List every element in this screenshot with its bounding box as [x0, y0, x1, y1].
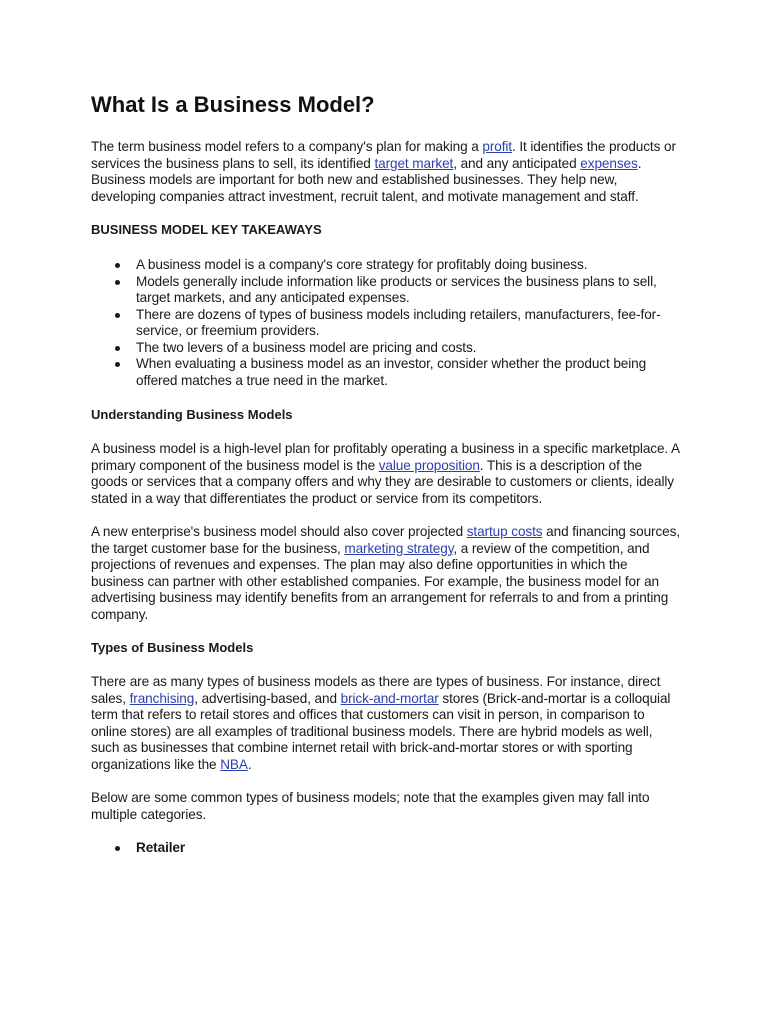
page-title: What Is a Business Model? — [91, 92, 375, 117]
link-expenses[interactable]: expenses — [580, 155, 638, 171]
text: There are as many types of business models as there are types of business. For instance, direct sales, — [91, 674, 661, 706]
text: , a review of the competition, and projections of revenues and expenses. The plan may also define opportunities in which the business can partner with other established companies. For example, the business model for an advertising business may identify benefits from an arrangement for referrals to and from a printing company. — [91, 540, 669, 622]
link-nba[interactable]: NBA — [220, 756, 248, 772]
text: . — [247, 756, 252, 772]
text: stores (Brick-and-mortar is a colloquial term that refers to retail stores and offices that customers can visit in person, in comparison to online stores) are all examples of traditional business models. There are hybrid models as well, such as businesses that combine internet retail with brick-and-mortar stores or with sporting organizations like the — [91, 690, 671, 772]
type-item-retailer: Retailer — [91, 840, 681, 857]
types-paragraph-2: Below are some common types of business models; note that the examples given may fall into multiple categories. — [91, 790, 650, 822]
types-list — [91, 840, 681, 857]
text: A business model is a high-level plan for profitably operating a business in a specific marketplace. A primary component of the business model is the — [91, 441, 680, 473]
intro-text-2: . It identifies the products or services the business plans to sell, its identified — [91, 139, 676, 171]
link-brick-and-mortar[interactable]: brick-and-mortar — [340, 690, 439, 706]
takeaway-item: A business model is a company's core strategy for profitably doing business. — [91, 257, 681, 274]
takeaway-item: When evaluating a business model as an investor, consider whether the product being offered matches a true need in the market. — [91, 356, 681, 389]
link-franchising[interactable]: franchising — [129, 690, 195, 706]
intro-text-3: , and any anticipated — [453, 155, 581, 171]
link-profit[interactable]: profit — [482, 139, 512, 154]
link-startup-costs[interactable]: startup costs — [466, 524, 543, 539]
understanding-paragraph-2 — [91, 524, 681, 623]
text: A new enterprise's business model should also cover projected — [91, 524, 467, 539]
link-value-proposition[interactable]: value proposition — [378, 457, 480, 473]
understanding-heading: Understanding Business Models — [91, 407, 293, 422]
text: . This is a description of the goods or services that a company offers and why they are desirable to customers or clients, ideally stated in a way that differentiates the product or service from its competitors. — [91, 457, 674, 506]
types-heading: Types of Business Models — [91, 640, 254, 655]
document-page — [91, 90, 681, 875]
takeaway-item: The two levers of a business model are pricing and costs. — [91, 340, 681, 357]
understanding-paragraph-1 — [91, 441, 681, 507]
intro-text-1: The term business model refers to a company's plan for making a — [91, 139, 483, 154]
key-takeaways-heading: BUSINESS MODEL KEY TAKEAWAYS — [91, 222, 322, 237]
text: , advertising-based, and — [194, 690, 341, 706]
key-takeaways-list — [91, 257, 681, 389]
text: and financing sources, the target customer base for the business, — [91, 524, 681, 556]
intro-paragraph — [91, 139, 681, 205]
link-marketing-strategy[interactable]: marketing strategy — [344, 540, 454, 556]
types-paragraph-1 — [91, 674, 681, 773]
takeaway-item: There are dozens of types of business models including retailers, manufacturers, fee-for-service, or freemium providers. — [91, 307, 681, 340]
link-target-market[interactable]: target market — [374, 155, 454, 171]
takeaway-item: Models generally include information like products or services the business plans to sell, target markets, and any anticipated expenses. — [91, 274, 681, 307]
intro-text-4: . Business models are important for both new and established businesses. They help new, developing companies attract investment, recruit talent, and motivate management and staff. — [91, 155, 642, 204]
